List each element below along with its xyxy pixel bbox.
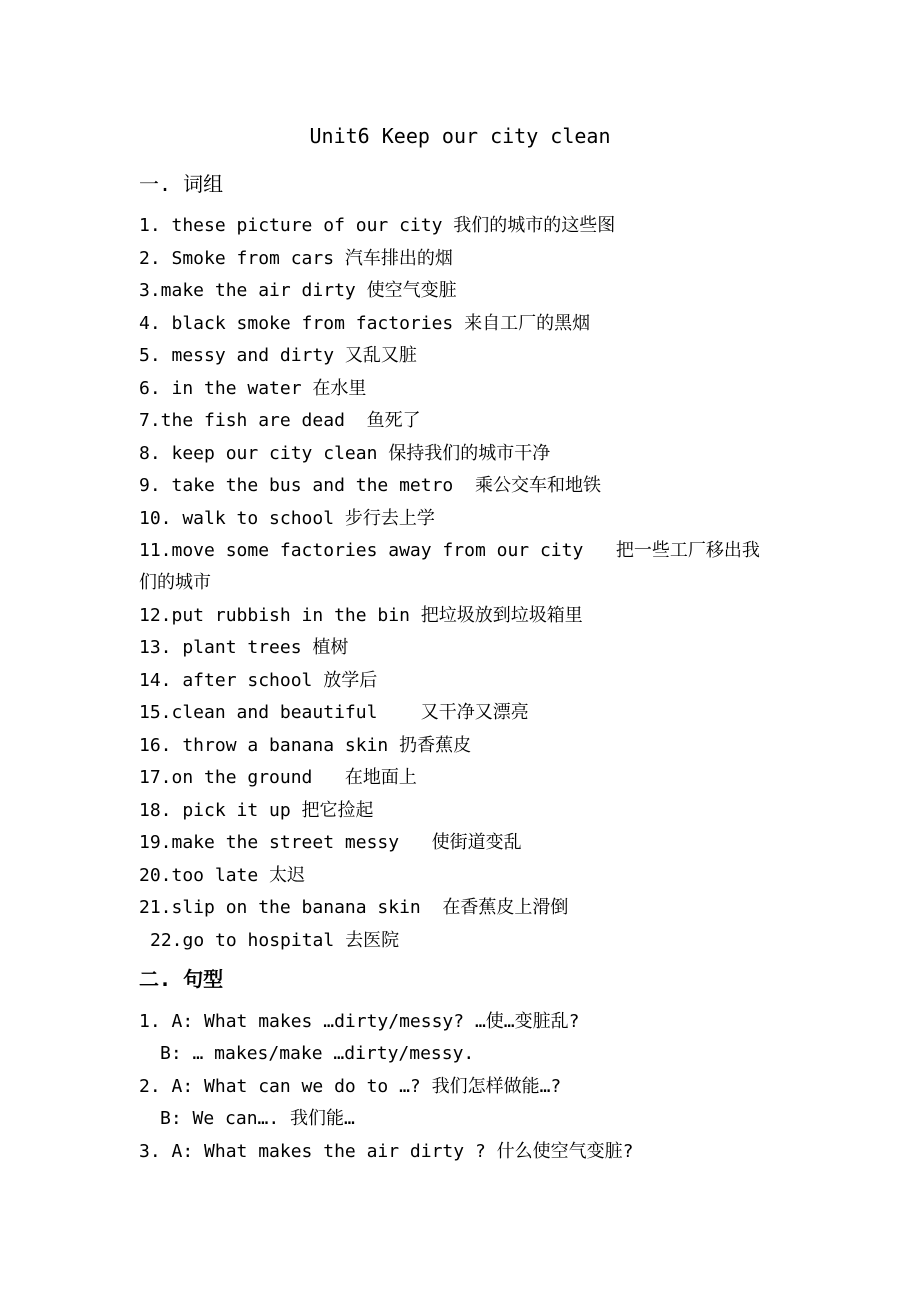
phrase-item: 3.make the air dirty 使空气变脏: [139, 280, 457, 301]
phrase-item: 12.put rubbish in the bin 把垃圾放到垃圾箱里: [139, 605, 583, 626]
phrase-item: 16. throw a banana skin 扔香蕉皮: [139, 735, 472, 756]
phrase-item: 8. keep our city clean 保持我们的城市干净: [139, 443, 551, 464]
phrase-item: 19.make the street messy 使街道变乱: [139, 832, 522, 853]
phrase-item: 5. messy and dirty 又乱又脏: [139, 345, 417, 366]
phrase-item: 9. take the bus and the metro 乘公交车和地铁: [139, 475, 601, 496]
phrase-item: 7.the fish are dead 鱼死了: [139, 410, 421, 431]
phrase-item: 18. pick it up 把它捡起: [139, 800, 374, 821]
phrase-item: 21.slip on the banana skin 在香蕉皮上滑倒: [139, 897, 569, 918]
page-title: Unit6 Keep our city clean: [309, 124, 611, 148]
sentence-item: 1. A: What makes …dirty/messy? …使…变脏乱?: [139, 1011, 580, 1032]
sentence-item: 2. A: What can we do to …? 我们怎样做能…?: [139, 1076, 562, 1097]
section-heading-phrases: 一. 词组: [139, 172, 224, 196]
phrase-item: 20.too late 太迟: [139, 865, 306, 886]
sentence-item: B: We can…. 我们能…: [160, 1108, 355, 1129]
phrase-item: 6. in the water 在水里: [139, 378, 367, 399]
phrase-item: 10. walk to school 步行去上学: [139, 508, 435, 529]
phrase-item-continuation: 们的城市: [139, 572, 211, 593]
section-heading-sentences: 二. 句型: [139, 967, 224, 991]
sentence-item: 3. A: What makes the air dirty ? 什么使空气变脏?: [139, 1141, 634, 1162]
phrase-item: 2. Smoke from cars 汽车排出的烟: [139, 248, 453, 269]
phrase-item: 14. after school 放学后: [139, 670, 378, 691]
phrase-item: 13. plant trees 植树: [139, 637, 349, 658]
phrase-item: 1. these picture of our city 我们的城市的这些图: [139, 215, 616, 236]
phrase-item: 11.move some factories away from our city 把一些工厂移出我: [139, 540, 760, 561]
phrase-item: 4. black smoke from factories 来自工厂的黑烟: [139, 313, 591, 334]
phrase-item: 17.on the ground 在地面上: [139, 767, 417, 788]
phrase-item: 22.go to hospital 去医院: [150, 930, 400, 951]
phrase-item: 15.clean and beautiful 又干净又漂亮: [139, 702, 529, 723]
sentence-item: B: … makes/make …dirty/messy.: [160, 1043, 475, 1064]
